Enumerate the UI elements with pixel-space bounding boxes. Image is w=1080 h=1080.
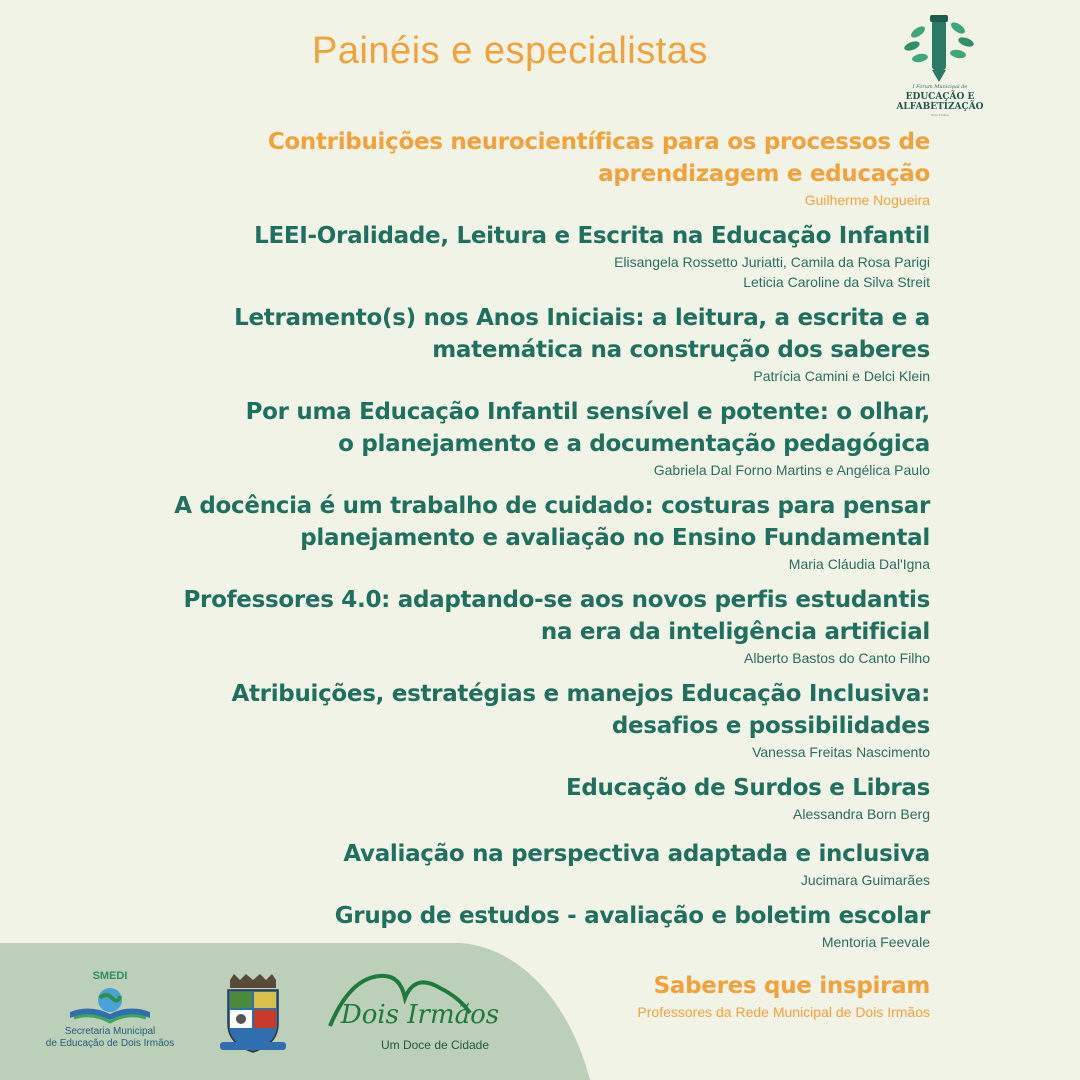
panel-title: Professores 4.0: adaptando-se aos novos perfis estudantis — [183, 587, 930, 613]
smedi-name: Secretaria Municipal de Educação de Dois Irmãos — [45, 1026, 175, 1049]
smedi-logo — [40, 970, 180, 1060]
panel-title: desafios e possibilidades — [611, 713, 930, 739]
panel-title: LEEI-Oralidade, Leitura e Escrita na Educação Infantil — [254, 223, 930, 249]
panel-speaker: Patrícia Camini e Delci Klein — [753, 368, 930, 384]
pencil-leaves-icon — [892, 10, 988, 86]
panel-title: planejamento e avaliação no Ensino Fundamental — [300, 525, 930, 551]
panel-title: na era da inteligência artificial — [540, 619, 930, 645]
open-book-globe-icon — [40, 982, 180, 1026]
panel-item — [110, 220, 930, 292]
panel-title: Letramento(s) nos Anos Iniciais: a leitura, a escrita e a — [234, 305, 930, 331]
panel-item — [110, 838, 930, 890]
municipal-crest — [218, 972, 288, 1058]
panel-item — [110, 490, 930, 574]
panel-title: Avaliação na perspectiva adaptada e inclusiva — [343, 841, 930, 867]
panel-speaker: Alessandra Born Berg — [793, 806, 930, 822]
panel-speaker: Gabriela Dal Forno Martins e Angélica Paulo — [653, 462, 930, 478]
city-logo — [320, 968, 520, 1060]
event-logo-name: EDUCAÇÃO E ALFABETIZAÇÃO — [896, 92, 984, 112]
panel-speaker: Vanessa Freitas Nascimento — [752, 744, 930, 760]
panel-title: Educação de Surdos e Libras — [565, 775, 930, 801]
panel-item — [110, 678, 930, 762]
panel-speaker: Alberto Bastos do Canto Filho — [744, 650, 930, 666]
smedi-acronym: SMEDI — [92, 970, 128, 982]
panel-speaker: Elisangela Rossetto Juriatti, Camila da Rosa Parigi — [614, 254, 930, 270]
panel-speaker: Mentoria Feevale — [821, 934, 930, 950]
event-logo — [892, 10, 988, 122]
page-title: Painéis e especialistas — [312, 30, 708, 72]
panel-speaker: Guilherme Nogueira — [804, 192, 930, 208]
panel-item — [110, 584, 930, 668]
panel-title: Grupo de estudos - avaliação e boletim escolar — [334, 903, 930, 929]
panel-item — [110, 302, 930, 386]
panel-speaker: Maria Cláudia Dal'Igna — [788, 556, 930, 572]
panel-speaker: Jucimara Guimarães — [800, 872, 930, 888]
event-logo-subtitle: I Fórum Municipal de — [912, 84, 968, 90]
city-name: Dois Irmãos — [340, 1000, 500, 1030]
panel-speaker: Professores da Rede Municipal de Dois Irmãos — [637, 1004, 930, 1020]
coat-of-arms-icon — [218, 972, 288, 1058]
panel-item — [110, 126, 930, 210]
panel-item — [110, 396, 930, 480]
panel-title: Atribuições, estratégias e manejos Educação Inclusiva: — [231, 681, 930, 707]
panel-item — [110, 772, 930, 824]
panel-title: aprendizagem e educação — [598, 161, 930, 187]
panel-title: Por uma Educação Infantil sensível e potente: o olhar, — [245, 399, 930, 425]
panel-list — [110, 126, 930, 1022]
panel-speaker: Leticia Caroline da Silva Streit — [743, 274, 930, 290]
panel-title: matemática na construção dos saberes — [432, 337, 930, 363]
panel-title: o planejamento e a documentação pedagógica — [338, 431, 930, 457]
panel-title: Contribuições neurocientíficas para os processos de — [267, 129, 930, 155]
city-slogan: Um Doce de Cidade — [380, 1038, 490, 1052]
event-logo-place: Dois Irmãos — [931, 113, 949, 117]
panel-title: Saberes que inspiram — [653, 973, 930, 999]
panel-title: A docência é um trabalho de cuidado: costuras para pensar — [174, 493, 930, 519]
